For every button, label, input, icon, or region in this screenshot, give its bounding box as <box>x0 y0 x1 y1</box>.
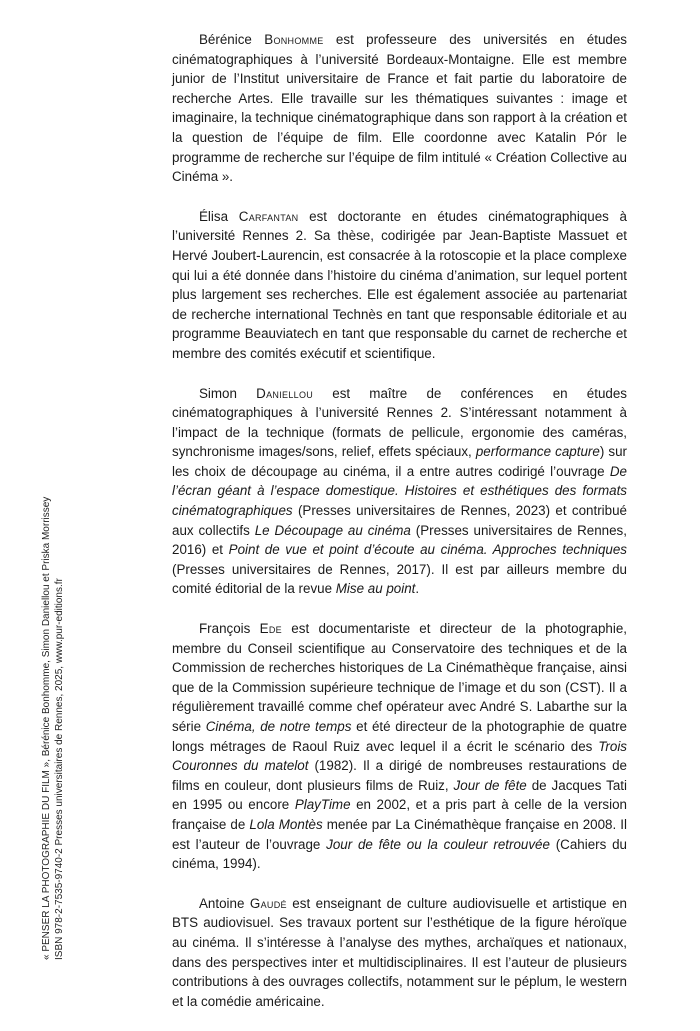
bio-text: (Presses universitaires de Rennes, 2016) et <box>172 522 627 558</box>
bio-text: ) sur les choix de découpage au cinéma, il a entre autres codirigé l’ouvrage <box>172 444 627 479</box>
bio-italic-text: PlayTime <box>294 797 351 813</box>
bio-first-name: Bérénice <box>199 32 265 47</box>
bio-ede <box>172 619 627 874</box>
bio-italic-text: Mise au point <box>335 581 416 597</box>
bio-first-name: Antoine <box>199 895 250 911</box>
copyright-sidebar <box>40 360 66 960</box>
bio-text: est professeure des universités en études cinématographiques à l’université Bordeaux-Montaigne. Elle est membre junior de l’Institut universitaire de France et fait partie du laboratoire de recherche Artes. Elle travaille sur les thématiques suivantes : image et imaginaire, la technique cinématographique dans son rapport à la création et la question de l’équipe de film. Elle coordonne avec Katalin Pór le programme de recherche sur l’équipe de film intitulé « Création Collective au Cinéma ». <box>172 32 627 185</box>
bio-bonhomme <box>172 30 627 187</box>
bio-text: . <box>415 581 420 597</box>
bio-last-name: Gaudé <box>249 895 287 911</box>
bio-text: est doctorante en études cinématographiques à l’université Rennes 2. Sa thèse, codirigée par Jean-Baptiste Massuet et Hervé Joubert-Laurencin, est consacrée à la rotoscopie et la place complexe qui lui a été donnée dans l’histoire du cinéma d’animation, sur lequel portent plus largement ses recherches. Elle est également associée au partenariat de recherche international Technès en tant que responsable éditoriale et au programme Beauviatech en tant que responsable du carnet de recherche et membre des comités exécutif et scientifique. <box>172 208 627 361</box>
bio-gaude <box>172 894 627 1012</box>
bio-last-name: Ede <box>259 621 282 637</box>
bio-text: en 2002, et a pris part à celle de la version française de <box>172 797 627 832</box>
bio-text: est maître de conférences en études cinématographiques à l’université Rennes 2. S’intéressant notamment à l’impact de la technique (formats de pellicule, ergonomie des caméras, synchronisme images/sons, relief, effets spéciaux, <box>172 385 627 460</box>
bio-italic-text: Jour de fête ou la couleur retrouvée <box>326 836 550 852</box>
bio-first-name: François <box>199 621 260 637</box>
bio-first-name: Simon <box>199 385 257 401</box>
bio-text: et été directeur de la photographie de quatre longs métrages de Raoul Ruiz avec lequel il a écrit le scénario des <box>172 719 628 754</box>
bio-text: (Presses universitaires de Rennes, 2017). Il est par ailleurs membre du comité éditorial de la revue <box>172 561 627 597</box>
sidebar-title-line: « PENSER LA PHOTOGRAPHIE DU FILM », Bérénice Bonhomme, Simon Daniellou et Priska Morrissey <box>41 496 52 960</box>
bio-italic-text: Cinéma, de notre temps <box>205 719 352 734</box>
bio-first-name: Élisa <box>199 208 239 224</box>
bio-daniellou <box>172 384 627 600</box>
contributors-list <box>172 30 627 1031</box>
bio-text: (Presses universitaires de Rennes, 2023) et contribué aux collectifs <box>172 503 627 538</box>
bio-italic-text: Point de vue et point d’écoute au cinéma. Approches techniques <box>228 542 627 558</box>
bio-text: est enseignant de culture audiovisuelle et artistique en BTS audiovisuel. Ses travaux portent sur l’esthétique de la figure héroïque au cinéma. Il s’intéresse à l’analyse des mythes, archaïques et nationaux, dans des perspectives inter et multidisciplinaires. Il est l’auteur de plusieurs contributions à des ouvrages collectifs, notamment sur le péplum, le western et la comédie américaine. <box>172 895 627 1009</box>
bio-italic-text: Lola Montès <box>249 816 323 832</box>
bio-last-name: Daniellou <box>256 385 314 401</box>
sidebar-isbn-line: ISBN 978-2-7535-9740-2 Presses universitaires de Rennes, 2025, www.pur-editions.fr <box>54 578 65 960</box>
bio-text: (1982). Il a dirigé de nombreuses restaurations de films en couleur, dont plusieurs films de Ruiz, <box>172 758 628 793</box>
bio-text: de Jacques Tati en 1995 ou encore <box>172 777 627 813</box>
bio-text: menée par La Cinémathèque française en 2008. Il est l’auteur de l’ouvrage <box>172 816 627 852</box>
bio-text: (Cahiers du cinéma, 1994). <box>172 836 627 872</box>
bio-last-name: Bonhomme <box>264 32 324 47</box>
bio-italic-text: performance capture <box>475 444 600 460</box>
bio-carfantan <box>172 207 627 364</box>
bio-italic-text: De l’écran géant à l’espace domestique. Histoires et esthétiques des formats cinématographiques <box>172 463 627 519</box>
bio-italic-text: Trois Couronnes du matelot <box>172 738 627 774</box>
bio-italic-text: Le Découpage au cinéma <box>254 522 411 538</box>
bio-last-name: Carfantan <box>238 208 299 224</box>
bio-text: est documentariste et directeur de la photographie, membre du Conseil scientifique au Conservatoire des techniques et de la Commission de recherches historiques de La Cinémathèque française, ainsi que de la Commission supérieure technique de l’image et du son (CST). Il a régulièrement travaillé comme chef opérateur avec André S. Labarthe sur la série <box>172 621 627 734</box>
bio-italic-text: Jour de fête <box>453 777 527 793</box>
